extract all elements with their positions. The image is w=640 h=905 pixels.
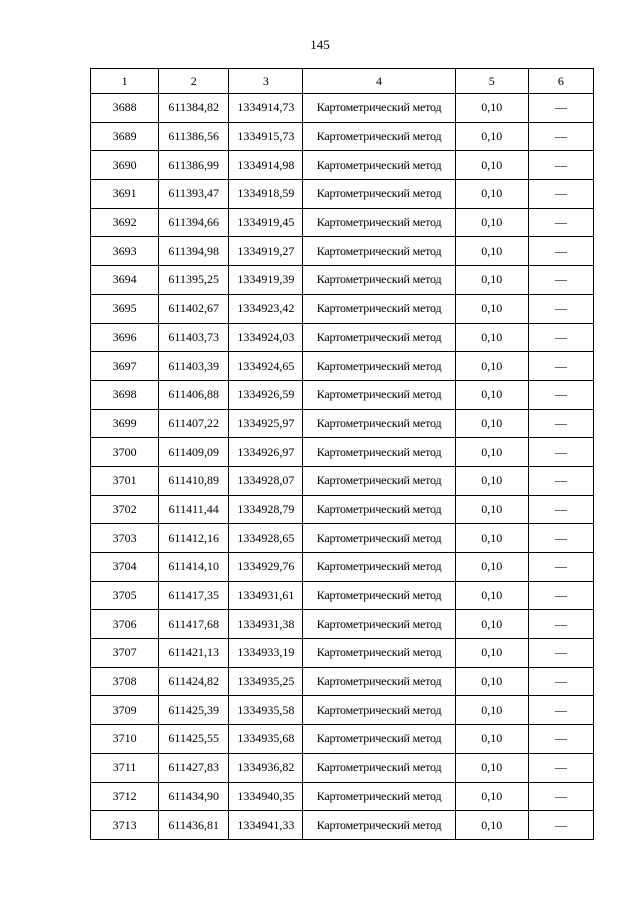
point-number-cell: 3698 [91, 380, 159, 409]
table-header-row [91, 69, 594, 94]
table-row [91, 553, 594, 582]
x-coordinate-cell: 611393,47 [159, 180, 229, 209]
page-number: 145 [310, 37, 330, 52]
method-cell: Картометрический метод [303, 94, 455, 123]
accuracy-cell: 0,10 [455, 725, 528, 754]
note-cell: — [528, 495, 593, 524]
accuracy-cell: 0,10 [455, 266, 528, 295]
method-cell: Картометрический метод [303, 237, 455, 266]
point-number-cell: 3692 [91, 208, 159, 237]
table-row [91, 352, 594, 381]
y-coordinate-cell: 1334924,65 [229, 352, 303, 381]
y-coordinate-cell: 1334928,79 [229, 495, 303, 524]
x-coordinate-cell: 611394,98 [159, 237, 229, 266]
note-cell: — [528, 151, 593, 180]
method-cell: Картометрический метод [303, 524, 455, 553]
y-coordinate-cell: 1334919,27 [229, 237, 303, 266]
y-coordinate-cell: 1334928,07 [229, 466, 303, 495]
table-row [91, 725, 594, 754]
method-cell: Картометрический метод [303, 495, 455, 524]
accuracy-cell: 0,10 [455, 294, 528, 323]
accuracy-cell: 0,10 [455, 782, 528, 811]
y-coordinate-cell: 1334923,42 [229, 294, 303, 323]
point-number-cell: 3688 [91, 94, 159, 123]
note-cell: — [528, 753, 593, 782]
y-coordinate-cell: 1334931,61 [229, 581, 303, 610]
y-coordinate-cell: 1334940,35 [229, 782, 303, 811]
note-cell: — [528, 524, 593, 553]
table-row [91, 438, 594, 467]
accuracy-cell: 0,10 [455, 553, 528, 582]
table-row [91, 151, 594, 180]
x-coordinate-cell: 611407,22 [159, 409, 229, 438]
note-cell: — [528, 553, 593, 582]
accuracy-cell: 0,10 [455, 581, 528, 610]
note-cell: — [528, 180, 593, 209]
point-number-cell: 3706 [91, 610, 159, 639]
column-header: 2 [159, 69, 229, 94]
accuracy-cell: 0,10 [455, 667, 528, 696]
point-number-cell: 3710 [91, 725, 159, 754]
point-number-cell: 3713 [91, 811, 159, 840]
x-coordinate-cell: 611421,13 [159, 639, 229, 668]
x-coordinate-cell: 611394,66 [159, 208, 229, 237]
point-number-cell: 3702 [91, 495, 159, 524]
note-cell: — [528, 725, 593, 754]
table-row [91, 639, 594, 668]
accuracy-cell: 0,10 [455, 524, 528, 553]
point-number-cell: 3697 [91, 352, 159, 381]
note-cell: — [528, 811, 593, 840]
table-row [91, 667, 594, 696]
method-cell: Картометрический метод [303, 610, 455, 639]
y-coordinate-cell: 1334919,39 [229, 266, 303, 295]
x-coordinate-cell: 611436,81 [159, 811, 229, 840]
point-number-cell: 3700 [91, 438, 159, 467]
table-row [91, 696, 594, 725]
point-number-cell: 3704 [91, 553, 159, 582]
accuracy-cell: 0,10 [455, 409, 528, 438]
x-coordinate-cell: 611402,67 [159, 294, 229, 323]
y-coordinate-cell: 1334935,68 [229, 725, 303, 754]
point-number-cell: 3701 [91, 466, 159, 495]
x-coordinate-cell: 611414,10 [159, 553, 229, 582]
table-row [91, 237, 594, 266]
point-number-cell: 3689 [91, 122, 159, 151]
method-cell: Картометрический метод [303, 266, 455, 295]
table-row [91, 581, 594, 610]
table-row [91, 409, 594, 438]
note-cell: — [528, 667, 593, 696]
y-coordinate-cell: 1334919,45 [229, 208, 303, 237]
method-cell: Картометрический метод [303, 811, 455, 840]
point-number-cell: 3694 [91, 266, 159, 295]
x-coordinate-cell: 611403,73 [159, 323, 229, 352]
point-number-cell: 3708 [91, 667, 159, 696]
point-number-cell: 3699 [91, 409, 159, 438]
column-header: 1 [91, 69, 159, 94]
x-coordinate-cell: 611386,56 [159, 122, 229, 151]
x-coordinate-cell: 611386,99 [159, 151, 229, 180]
y-coordinate-cell: 1334935,58 [229, 696, 303, 725]
method-cell: Картометрический метод [303, 696, 455, 725]
method-cell: Картометрический метод [303, 323, 455, 352]
table-row [91, 294, 594, 323]
x-coordinate-cell: 611409,09 [159, 438, 229, 467]
table-row [91, 180, 594, 209]
note-cell: — [528, 323, 593, 352]
table-row [91, 610, 594, 639]
point-number-cell: 3712 [91, 782, 159, 811]
note-cell: — [528, 208, 593, 237]
x-coordinate-cell: 611417,68 [159, 610, 229, 639]
method-cell: Картометрический метод [303, 581, 455, 610]
x-coordinate-cell: 611395,25 [159, 266, 229, 295]
accuracy-cell: 0,10 [455, 94, 528, 123]
note-cell: — [528, 352, 593, 381]
table-row [91, 466, 594, 495]
note-cell: — [528, 237, 593, 266]
accuracy-cell: 0,10 [455, 180, 528, 209]
accuracy-cell: 0,10 [455, 811, 528, 840]
y-coordinate-cell: 1334914,98 [229, 151, 303, 180]
method-cell: Картометрический метод [303, 409, 455, 438]
accuracy-cell: 0,10 [455, 151, 528, 180]
point-number-cell: 3690 [91, 151, 159, 180]
x-coordinate-cell: 611406,88 [159, 380, 229, 409]
table-row [91, 524, 594, 553]
accuracy-cell: 0,10 [455, 610, 528, 639]
method-cell: Картометрический метод [303, 180, 455, 209]
method-cell: Картометрический метод [303, 753, 455, 782]
note-cell: — [528, 409, 593, 438]
y-coordinate-cell: 1334924,03 [229, 323, 303, 352]
table-row [91, 266, 594, 295]
point-number-cell: 3709 [91, 696, 159, 725]
y-coordinate-cell: 1334915,73 [229, 122, 303, 151]
method-cell: Картометрический метод [303, 151, 455, 180]
point-number-cell: 3711 [91, 753, 159, 782]
table-row [91, 495, 594, 524]
y-coordinate-cell: 1334941,33 [229, 811, 303, 840]
x-coordinate-cell: 611411,44 [159, 495, 229, 524]
y-coordinate-cell: 1334929,76 [229, 553, 303, 582]
accuracy-cell: 0,10 [455, 495, 528, 524]
accuracy-cell: 0,10 [455, 639, 528, 668]
note-cell: — [528, 466, 593, 495]
table-row [91, 208, 594, 237]
y-coordinate-cell: 1334936,82 [229, 753, 303, 782]
note-cell: — [528, 122, 593, 151]
x-coordinate-cell: 611424,82 [159, 667, 229, 696]
point-number-cell: 3696 [91, 323, 159, 352]
y-coordinate-cell: 1334926,59 [229, 380, 303, 409]
y-coordinate-cell: 1334914,73 [229, 94, 303, 123]
accuracy-cell: 0,10 [455, 352, 528, 381]
table-row [91, 323, 594, 352]
coordinates-table [90, 68, 594, 840]
x-coordinate-cell: 611425,39 [159, 696, 229, 725]
point-number-cell: 3707 [91, 639, 159, 668]
accuracy-cell: 0,10 [455, 438, 528, 467]
note-cell: — [528, 94, 593, 123]
accuracy-cell: 0,10 [455, 208, 528, 237]
note-cell: — [528, 438, 593, 467]
note-cell: — [528, 639, 593, 668]
method-cell: Картометрический метод [303, 639, 455, 668]
y-coordinate-cell: 1334931,38 [229, 610, 303, 639]
x-coordinate-cell: 611412,16 [159, 524, 229, 553]
y-coordinate-cell: 1334935,25 [229, 667, 303, 696]
note-cell: — [528, 610, 593, 639]
method-cell: Картометрический метод [303, 352, 455, 381]
method-cell: Картометрический метод [303, 438, 455, 467]
table-row [91, 94, 594, 123]
table-row [91, 782, 594, 811]
table-body [91, 94, 594, 840]
table-row [91, 380, 594, 409]
table-row [91, 811, 594, 840]
x-coordinate-cell: 611434,90 [159, 782, 229, 811]
note-cell: — [528, 266, 593, 295]
accuracy-cell: 0,10 [455, 380, 528, 409]
method-cell: Картометрический метод [303, 725, 455, 754]
column-header: 3 [229, 69, 303, 94]
method-cell: Картометрический метод [303, 466, 455, 495]
method-cell: Картометрический метод [303, 782, 455, 811]
accuracy-cell: 0,10 [455, 753, 528, 782]
accuracy-cell: 0,10 [455, 323, 528, 352]
y-coordinate-cell: 1334918,59 [229, 180, 303, 209]
method-cell: Картометрический метод [303, 553, 455, 582]
note-cell: — [528, 294, 593, 323]
note-cell: — [528, 696, 593, 725]
method-cell: Картометрический метод [303, 294, 455, 323]
y-coordinate-cell: 1334933,19 [229, 639, 303, 668]
point-number-cell: 3705 [91, 581, 159, 610]
x-coordinate-cell: 611403,39 [159, 352, 229, 381]
accuracy-cell: 0,10 [455, 122, 528, 151]
y-coordinate-cell: 1334925,97 [229, 409, 303, 438]
column-header: 5 [455, 69, 528, 94]
x-coordinate-cell: 611410,89 [159, 466, 229, 495]
table-row [91, 753, 594, 782]
method-cell: Картометрический метод [303, 380, 455, 409]
accuracy-cell: 0,10 [455, 696, 528, 725]
note-cell: — [528, 380, 593, 409]
column-header: 4 [303, 69, 455, 94]
x-coordinate-cell: 611425,55 [159, 725, 229, 754]
y-coordinate-cell: 1334926,97 [229, 438, 303, 467]
method-cell: Картометрический метод [303, 122, 455, 151]
x-coordinate-cell: 611384,82 [159, 94, 229, 123]
note-cell: — [528, 782, 593, 811]
column-header: 6 [528, 69, 593, 94]
x-coordinate-cell: 611417,35 [159, 581, 229, 610]
point-number-cell: 3691 [91, 180, 159, 209]
point-number-cell: 3695 [91, 294, 159, 323]
accuracy-cell: 0,10 [455, 237, 528, 266]
accuracy-cell: 0,10 [455, 466, 528, 495]
y-coordinate-cell: 1334928,65 [229, 524, 303, 553]
note-cell: — [528, 581, 593, 610]
point-number-cell: 3693 [91, 237, 159, 266]
method-cell: Картометрический метод [303, 667, 455, 696]
method-cell: Картометрический метод [303, 208, 455, 237]
point-number-cell: 3703 [91, 524, 159, 553]
table-row [91, 122, 594, 151]
x-coordinate-cell: 611427,83 [159, 753, 229, 782]
